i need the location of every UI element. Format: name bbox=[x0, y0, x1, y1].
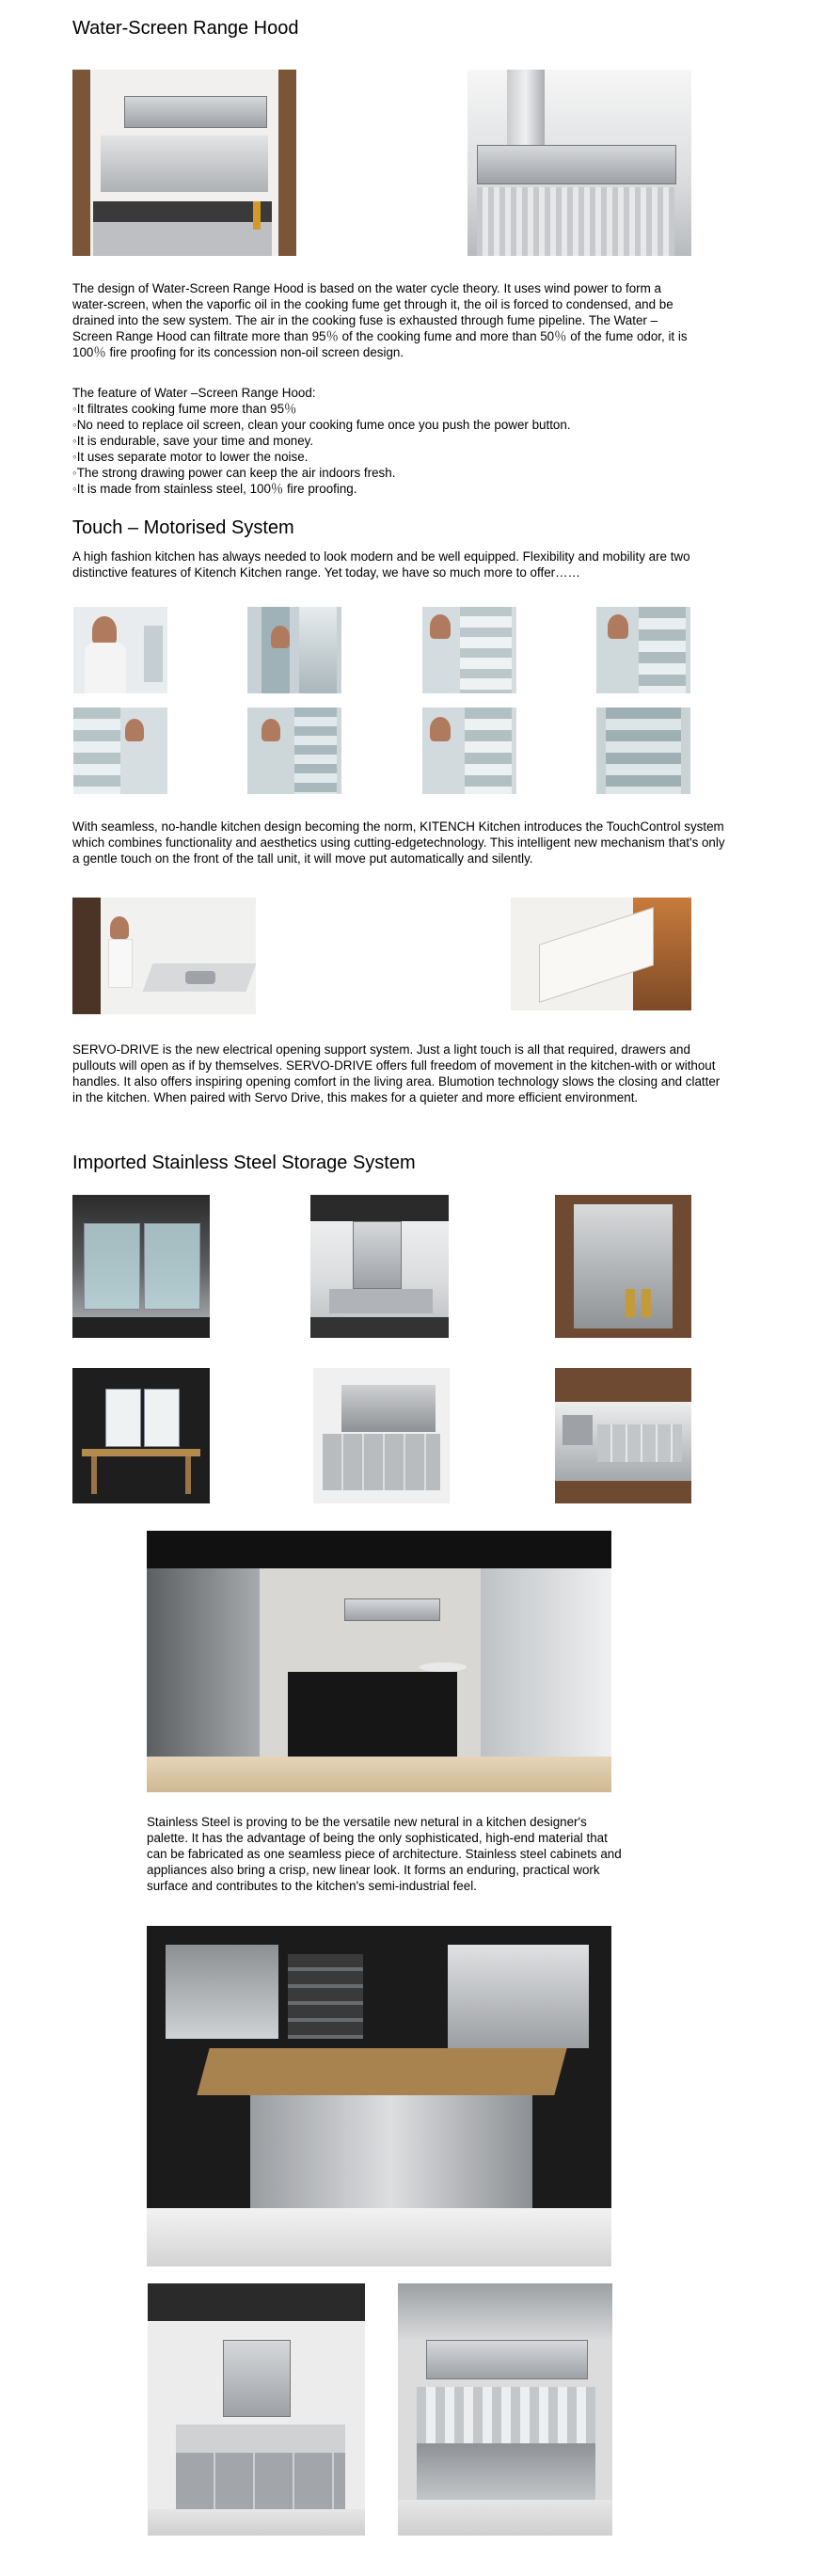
feature-item: ◦ It is made from stainless steel, 100％ fire proofing. bbox=[72, 481, 693, 497]
feature-item: ◦ The strong drawing power can keep the air indoors fresh. bbox=[72, 465, 693, 481]
steel-photo-5 bbox=[313, 1368, 450, 1503]
feature-item: ◦ It is endurable, save your time and money. bbox=[72, 433, 693, 449]
touch-photo-5 bbox=[73, 708, 167, 794]
water-section-title: Water-Screen Range Hood bbox=[72, 18, 299, 39]
touch-photo-7 bbox=[422, 708, 516, 794]
steel-photo-3 bbox=[555, 1195, 691, 1338]
touch-photo-6 bbox=[247, 708, 341, 794]
water-features-list bbox=[72, 401, 693, 497]
touch-photo-8 bbox=[596, 708, 690, 794]
water-features bbox=[72, 385, 693, 497]
touch-photo-1 bbox=[73, 607, 167, 693]
feature-item: ◦ No need to replace oil screen, clean your cooking fume once you push the power button. bbox=[72, 417, 693, 433]
touch-section-title: Touch – Motorised System bbox=[72, 517, 294, 538]
steel-kitchen-photo-large-1 bbox=[147, 1531, 611, 1792]
steel-kitchen-photo-island bbox=[148, 2283, 365, 2536]
range-hood-photo-1 bbox=[72, 70, 296, 256]
stainless-steel-text: Stainless Steel is proving to be the versatile new netural in a kitchen designer's palette. It has the advantage of being the only sophisticated, high-end material that can be fabricated as one seamless piece of architecture. Stainless steel cabinets and appliances also bring a crisp, new linear look. It forms an enduring, practical work surface and contributes to the kitchen's semi-industrial feel. bbox=[147, 1815, 622, 1893]
kitchen-woman-photo bbox=[72, 898, 256, 1014]
touch-intro: A high fashion kitchen has always needed to look modern and be well equipped. Flexibility and mobility are two distinctive features of Kitench Kitchen range. Yet today, we have so much more to offer…… bbox=[72, 549, 690, 580]
steel-photo-1 bbox=[72, 1195, 210, 1338]
servo-drive-text: SERVO-DRIVE is the new electrical opening support system. Just a light touch is all that required, drawers and pullouts will open as if by themselves. SERVO-DRIVE offers full freedom of movement in the kitchen-with or without handles. It also offers inspiring opening comfort in the living area. Blumotion technology slows the closing and clatter in the kitchen. When paired with Servo Drive, this makes for a quieter and more efficient environment. bbox=[72, 1042, 721, 1105]
steel-photo-6 bbox=[555, 1368, 691, 1503]
feature-item: ◦ It filtrates cooking fume more than 95％ bbox=[72, 401, 693, 417]
touch-control-text: With seamless, no-handle kitchen design becoming the norm, KITENCH Kitchen introduces the TouchControl system which combines functionality and aesthetics using cutting-edgetechnology. This intelligent new mechanism that's only a gentle touch on the front of the tall unit, it will move put automatically and silently. bbox=[72, 819, 725, 866]
steel-section-title: Imported Stainless Steel Storage System bbox=[72, 1153, 416, 1173]
steel-kitchen-photo-large-2 bbox=[147, 1926, 611, 2266]
touch-photo-2 bbox=[247, 607, 341, 693]
steel-photo-4 bbox=[72, 1368, 210, 1503]
steel-photo-2 bbox=[310, 1195, 449, 1338]
water-description: The design of Water-Screen Range Hood is based on the water cycle theory. It uses wind power to form a water-screen, when the vaporfic oil in the cooking fume get through it, the oil is forced to condensed, and be drained into the sew system. The air in the cooking fuse is exhausted through fume pipeline. The Water –Screen Range Hood can filtrate more than 95％ of the cooking fume and more than 50％ of the fume odor, it is 100％ fire proofing for its concession non-oil screen design. bbox=[72, 281, 688, 359]
range-hood-photo-2 bbox=[467, 70, 691, 256]
touch-photo-4 bbox=[596, 607, 690, 693]
touch-photo-3 bbox=[422, 607, 516, 693]
water-features-title: The feature of Water –Screen Range Hood: bbox=[72, 386, 316, 400]
steel-kitchen-photo-range bbox=[398, 2283, 612, 2536]
feature-item: ◦ It uses separate motor to lower the noise. bbox=[72, 449, 693, 465]
drawer-photo bbox=[511, 898, 691, 1010]
